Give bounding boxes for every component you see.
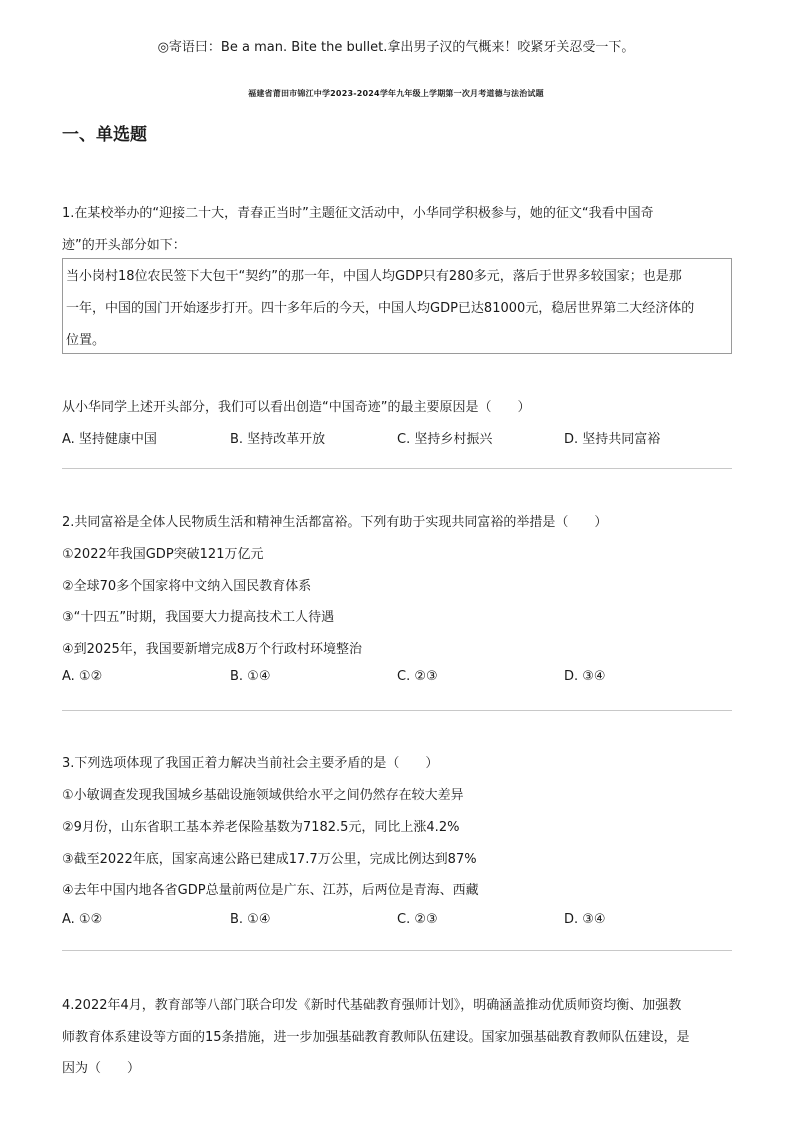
q1-question: 从小华同学上述开头部分，我们可以看出创造“中国奇迹”的最主要原因是（ ） — [62, 400, 531, 415]
q4-stem-line1: 4.2022年4月，教育部等八部门联合印发《新时代基础教育强师计划》，明确涵盖推动优质师资均衡、加强教 — [62, 998, 682, 1013]
q2-item-1: ①2022年我国GDP突破121万亿元 — [62, 547, 264, 562]
q3-item-2: ②9月份，山东省职工基本养老保险基数为7182.5元，同比上涨4.2% — [62, 820, 460, 835]
header-motto: ◎寄语曰：Be a man. Bite the bullet.拿出男子汉的气概来！咬紧牙关忍受一下。 — [157, 40, 635, 55]
q2-item-3: ③“十四五”时期，我国要大力提高技术工人待遇 — [62, 610, 335, 625]
q2-option-b: B. ①④ — [230, 669, 271, 684]
q1-passage-line1: 当小岗村18位农民签下大包干“契约”的那一年，中国人均GDP只有280多元，落后于世界多较国家；也是那 — [66, 269, 682, 284]
q3-option-b: B. ①④ — [230, 912, 271, 927]
q1-passage-box — [62, 258, 732, 354]
q1-stem-line2: 迹”的开头部分如下： — [62, 238, 186, 253]
q2-item-2: ②全球70多个国家将中文纳入国民教育体系 — [62, 579, 312, 594]
q2-item-4: ④到2025年，我国要新增完成8万个行政村环境整治 — [62, 642, 363, 657]
q3-option-c: C. ②③ — [397, 912, 438, 927]
divider — [62, 710, 732, 711]
q3-item-4: ④去年中国内地各省GDP总量前两位是广东、江苏，后两位是青海、西藏 — [62, 883, 479, 898]
section-heading: 一、单选题 — [62, 125, 147, 145]
q2-option-c: C. ②③ — [397, 669, 438, 684]
q2-stem: 2.共同富裕是全体人民物质生活和精神生活都富裕。下列有助于实现共同富裕的举措是（ ） — [62, 515, 608, 530]
q3-option-a: A. ①② — [62, 912, 103, 927]
q1-option-c: C. 坚持乡村振兴 — [397, 432, 493, 447]
q3-option-d: D. ③④ — [564, 912, 606, 927]
q3-item-1: ①小敏调查发现我国城乡基础设施领域供给水平之间仍然存在较大差异 — [62, 788, 464, 803]
q4-stem-line2: 师教育体系建设等方面的15条措施，进一步加强基础教育教师队伍建设。国家加强基础教育教师队伍建设，是 — [62, 1030, 690, 1045]
q2-option-d: D. ③④ — [564, 669, 606, 684]
q1-passage-line2: 一年，中国的国门开始逐步打开。四十多年后的今天，中国人均GDP已达81000元，稳居世界第二大经济体的 — [66, 301, 695, 316]
q2-option-a: A. ①② — [62, 669, 103, 684]
q1-passage-line3: 位置。 — [66, 333, 106, 348]
document-title: 福建省莆田市锦江中学2023-2024学年九年级上学期第一次月考道德与法治试题 — [248, 89, 544, 98]
q1-stem-line1: 1.在某校举办的“迎接二十大，青春正当时”主题征文活动中，小华同学积极参与，她的征文“我看中国奇 — [62, 206, 654, 221]
q3-stem: 3.下列选项体现了我国正着力解决当前社会主要矛盾的是（ ） — [62, 756, 439, 771]
q1-option-d: D. 坚持共同富裕 — [564, 432, 661, 447]
q1-option-b: B. 坚持改革开放 — [230, 432, 326, 447]
divider — [62, 950, 732, 951]
q4-stem-line3: 因为（ ） — [62, 1061, 141, 1076]
divider — [62, 468, 732, 469]
q3-item-3: ③截至2022年底，国家高速公路已建成17.7万公里，完成比例达到87% — [62, 852, 477, 867]
q1-option-a: A. 坚持健康中国 — [62, 432, 157, 447]
